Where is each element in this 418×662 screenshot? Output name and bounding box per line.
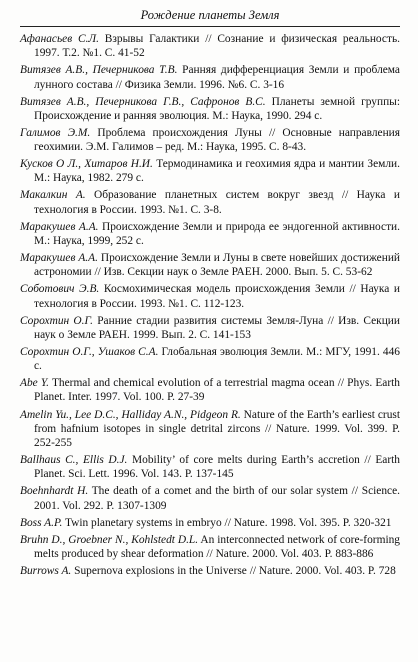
reference-entry: [20, 220, 400, 248]
reference-text: Проблема происхождения Луны // Основные направления геохимии. Э.М. Галимов – ред. М.: Наука, 1995. С. 8-43.: [34, 126, 401, 154]
reference-authors: Витязев А.В., Печерникова Г.В., Сафронов В.С.: [20, 95, 266, 108]
reference-authors: Abe Y.: [20, 377, 49, 390]
reference-entry: [20, 63, 400, 91]
reference-text: An interconnected network of core-forming melts produced by shear deformation // Nature. 2000. Vol. 403. P. 883-886: [34, 533, 401, 560]
reference-authors: Bruhn D., Groebner N., Kohlstedt D.L.: [20, 533, 199, 546]
reference-entry: [20, 564, 400, 578]
reference-authors: Афанасьев С.Л.: [20, 33, 99, 45]
running-head: Рождение планеты Земля: [140, 8, 280, 22]
reference-authors: Boehnhardt H.: [20, 485, 89, 498]
reference-entry: [20, 453, 400, 481]
reference-entry: [20, 516, 400, 530]
reference-entry: [20, 32, 400, 60]
reference-authors: Соботович Э.В.: [20, 283, 100, 296]
reference-list: [20, 32, 400, 581]
reference-entry: [20, 314, 400, 342]
reference-authors: Витязев А.В., Печерникова Т.В.: [20, 64, 178, 77]
reference-text: Термодинамика и геохимия ядра и мантии Земли. М.: Наука, 1982. 279 с.: [34, 158, 400, 185]
reference-authors: Boss A.P.: [20, 516, 63, 529]
reference-text: Nature of the Earth’s earliest crust from hafnium isotopes in single detrital zircons // Nature. 1999. Vol. 399. P. 252-255: [34, 408, 400, 449]
reference-text: Образование планетных систем вокруг звезд // Наука и технология в России. 1993. №1. С. 3-8.: [34, 189, 400, 216]
reference-text: Глобальная эволюция Земли. М.: МГУ, 1991. 446 с.: [34, 345, 401, 373]
reference-text: Ранняя дифференциация Земли и проблема лунного состава // Физика Земли. 1996. №6. С. 3-16: [34, 64, 400, 91]
reference-entry: [20, 376, 400, 404]
reference-entry: [20, 282, 400, 310]
reference-entry: [20, 251, 400, 279]
reference-text: Supernova explosions in the Universe // Nature. 2000. Vol. 403. P. 728: [71, 565, 396, 578]
reference-text: Происхождение Земли и Луны в свете новейших достижений астрономии // Изв. Секции наук о Земле РАЕН. 2000. Вып. 5. С. 53-62: [34, 252, 401, 279]
reference-authors: Amelin Yu., Lee D.C., Halliday A.N., Pidgeon R.: [20, 408, 241, 421]
header-rule: [20, 26, 400, 27]
reference-authors: Ballhaus C., Ellis D.J.: [20, 454, 128, 467]
reference-text: Происхождение Земли и природа ее эндогенной активности. М.: Наука, 1999, 252 с.: [34, 220, 400, 247]
reference-authors: Сорохтин О.Г., Ушаков С.А.: [20, 345, 159, 358]
reference-text: Twin planetary systems in embryo // Nature. 1998. Vol. 395. P. 320-321: [62, 516, 392, 529]
reference-authors: Маракушев А.А.: [20, 220, 99, 233]
reference-text: Космохимическая модель происхождения Земли // Наука и технология в России. 1993. №1. С. 112-123.: [34, 283, 400, 310]
reference-authors: Сорохтин О.Г.: [20, 314, 93, 327]
reference-authors: Макалкин А.: [20, 189, 86, 202]
reference-entry: [20, 408, 400, 451]
reference-entry: [20, 533, 400, 561]
reference-text: Thermal and chemical evolution of a terrestrial magma ocean // Phys. Earth Planet. Inter. 1997. Vol. 100. P. 27-39: [34, 377, 400, 404]
reference-authors: Burrows A.: [20, 565, 72, 578]
reference-authors: Галимов Э.М.: [20, 126, 91, 139]
reference-entry: [20, 345, 400, 373]
reference-authors: Кусков О Л., Хитаров Н.И.: [20, 158, 153, 171]
reference-text: Взрывы Галактики // Сознание и физическая реальность. 1997. Т.2. №1. С. 41-52: [34, 33, 400, 60]
reference-entry: [20, 484, 400, 512]
reference-entry: [20, 157, 400, 185]
reference-entry: [20, 188, 400, 216]
reference-entry: [20, 126, 400, 154]
reference-text: The death of a comet and the birth of our solar system // Science. 2001. Vol. 292. P. 1307-1309: [34, 485, 401, 512]
reference-text: Планеты земной группы: Происхождение и ранняя эволюция. М.: Наука, 1990. 294 с.: [34, 95, 400, 122]
reference-text: Mobility’ of core melts during Earth’s accretion // Earth Planet. Sci. Lett. 1996. Vol. 143. P. 137-145: [34, 454, 401, 481]
reference-entry: [20, 95, 400, 123]
reference-authors: Маракушев А.А.: [20, 252, 98, 265]
reference-text: Ранние стадии развития системы Земля-Луна // Изв. Секции наук о Земле РАЕН. 1999. Вып. 2. С. 141-153: [34, 314, 400, 341]
